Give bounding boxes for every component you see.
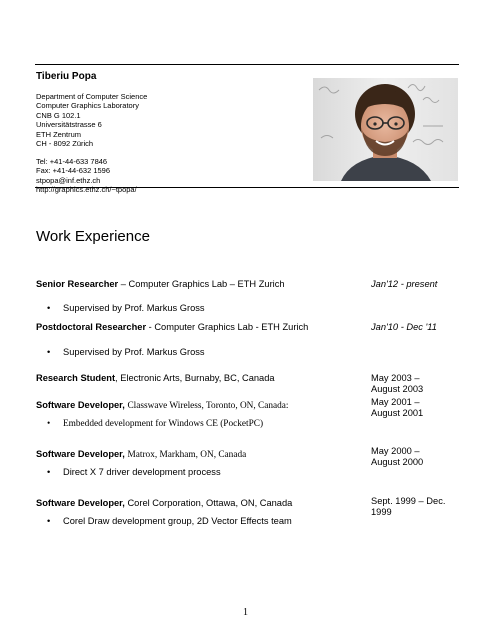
contact-block: [36, 157, 137, 195]
address-block: [36, 92, 147, 148]
bullet-text: Direct X 7 driver development process: [63, 467, 221, 477]
job-separator: -: [146, 322, 155, 332]
bullet-symbol: •: [47, 347, 51, 357]
job-date: Jan'12 - present: [371, 279, 438, 289]
job-entry-heading: [36, 279, 285, 289]
job-entry-heading: [36, 322, 308, 332]
job-title: Software Developer,: [36, 400, 125, 410]
bullet-text: Embedded development for Windows CE (PocketPC): [63, 419, 264, 429]
bullet-symbol: •: [47, 303, 51, 313]
job-separator: ,: [115, 373, 121, 383]
homepage-link[interactable]: http://graphics.ethz.ch/~tpopa/: [36, 185, 137, 195]
job-date: [371, 496, 445, 518]
header-top-rule: [35, 64, 459, 65]
job-entry-heading: [36, 449, 246, 460]
job-date: Jan'10 - Dec '11: [371, 322, 437, 332]
address-line: Computer Graphics Laboratory: [36, 101, 139, 111]
address-line: CH - 8092 Zürich: [36, 139, 94, 149]
job-date-line: August 2000: [371, 457, 424, 467]
job-date: [371, 373, 423, 395]
job-title: Software Developer,: [36, 449, 125, 459]
job-date-line: Sept. 1999 – Dec.: [371, 496, 446, 506]
job-date-line: 1999: [371, 507, 392, 517]
fax-number: Fax: +41-44-632 1596: [36, 166, 111, 176]
job-date-line: August 2001: [371, 408, 424, 418]
bullet-symbol: •: [47, 467, 51, 477]
job-entry-heading: [36, 498, 292, 508]
job-date-line: August 2003: [371, 384, 424, 394]
job-date-line: May 2001 –: [371, 397, 420, 407]
address-line: CNB G 102.1: [36, 110, 81, 120]
bullet-text: Corel Draw development group, 2D Vector Effects team: [63, 516, 292, 526]
job-title: Software Developer,: [36, 498, 125, 508]
page-number: 1: [243, 607, 248, 618]
address-line: Department of Computer Science: [36, 92, 148, 101]
job-entry-heading: [36, 400, 289, 411]
job-organization: Corel Corporation, Ottawa, ON, Canada: [127, 498, 293, 508]
job-date-line: May 2000 –: [371, 446, 420, 456]
job-title: Research Student: [36, 373, 116, 383]
bullet-symbol: •: [47, 516, 51, 526]
job-date: [371, 397, 423, 419]
address-line: ETH Zentrum: [36, 129, 82, 139]
job-organization: Classwave Wireless, Toronto, ON, Canada:: [127, 401, 289, 411]
job-date-line: May 2003 –: [371, 373, 420, 383]
phone-number: Tel: +41-44-633 7846: [36, 157, 108, 166]
bullet-text: Supervised by Prof. Markus Gross: [63, 303, 205, 313]
job-organization: Matrox, Markham, ON, Canada: [127, 450, 247, 460]
job-title: Postdoctoral Researcher: [36, 322, 147, 332]
profile-photo: [313, 78, 458, 181]
profile-photo-drawing: [313, 78, 458, 181]
section-title: Work Experience: [36, 228, 150, 245]
address-line: Universitätstrasse 6: [36, 120, 102, 130]
job-organization: Computer Graphics Lab – ETH Zurich: [128, 279, 285, 289]
person-name: Tiberiu Popa: [36, 71, 97, 82]
job-separator: –: [118, 279, 129, 289]
email-link[interactable]: stpopa@inf.ethz.ch: [36, 175, 101, 185]
job-date: [371, 446, 423, 468]
job-organization: Electronic Arts, Burnaby, BC, Canada: [120, 373, 275, 383]
bullet-text: Supervised by Prof. Markus Gross: [63, 347, 205, 357]
job-title: Senior Researcher: [36, 279, 119, 289]
job-organization: Computer Graphics Lab - ETH Zurich: [154, 322, 309, 332]
job-entry-heading: [36, 373, 275, 383]
bullet-symbol: •: [47, 419, 51, 429]
